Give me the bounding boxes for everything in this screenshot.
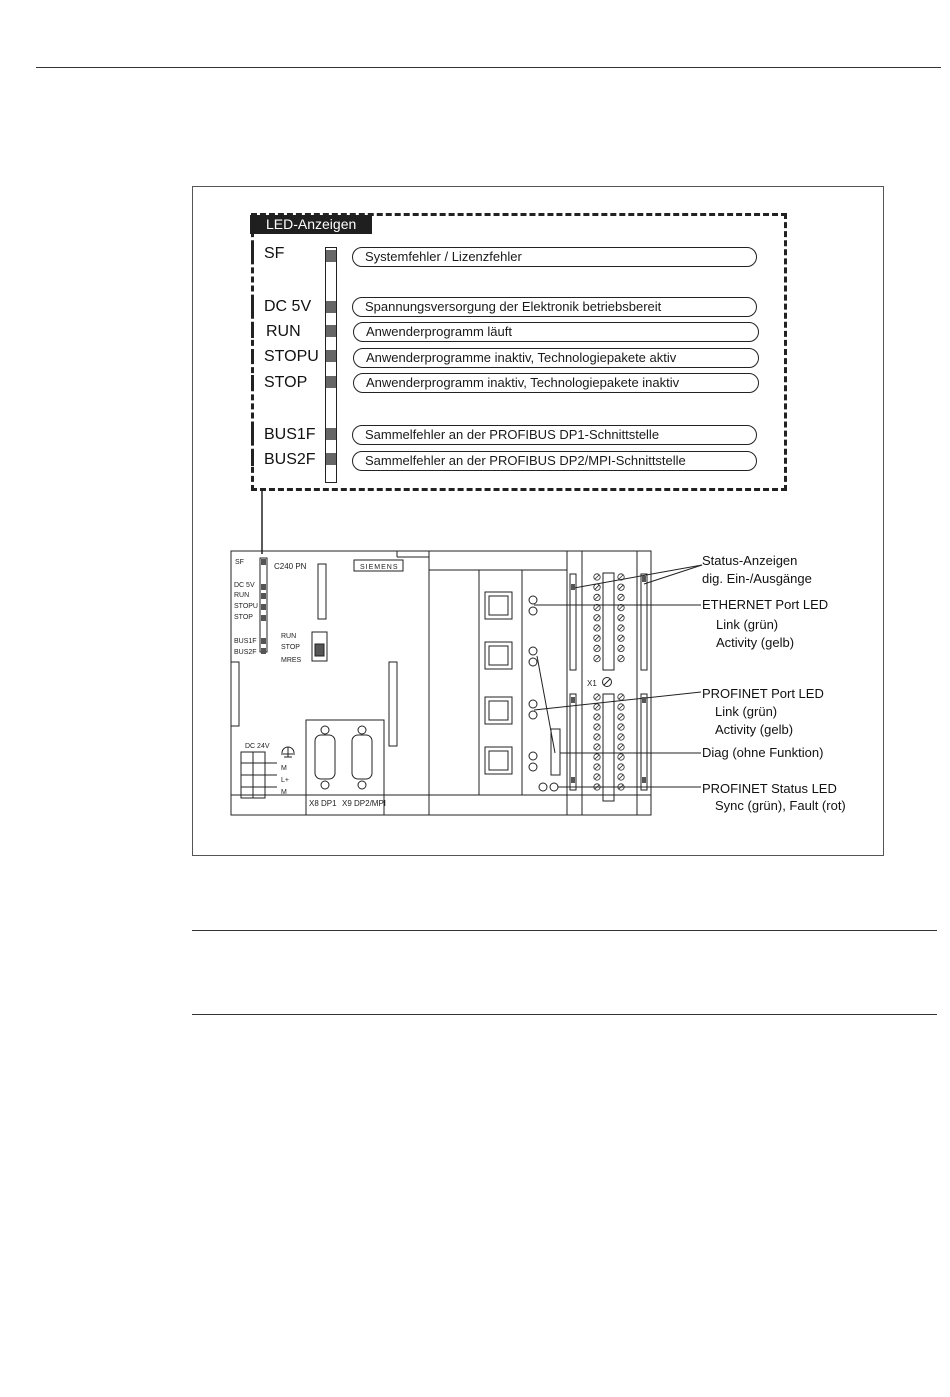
terminal-screw-slot: [619, 765, 623, 769]
terminal-screw-slot: [595, 715, 599, 719]
led-desc-stop: Anwenderprogramm inaktiv, Technologiepakete inaktiv: [353, 373, 759, 393]
terminal-screw-slot: [619, 636, 623, 640]
device-terminal-m1: M: [281, 765, 287, 772]
led-desc-bus2f: Sammelfehler an der PROFIBUS DP2/MPI-Schnittstelle: [352, 451, 757, 471]
terminal-screw-slot: [595, 575, 599, 579]
terminal-screw-slot: [595, 735, 599, 739]
note-rule-bottom: [192, 1014, 937, 1015]
callout-status-line1: Status-Anzeigen: [702, 553, 798, 568]
terminal-screw-slot: [595, 775, 599, 779]
device-mode-mres: MRES: [281, 657, 302, 664]
terminal-screw-slot: [619, 695, 623, 699]
led-desc-sf: Systemfehler / Lizenzfehler: [352, 247, 757, 267]
figure-frame: [192, 186, 884, 856]
callout-profinet-link: Link (grün): [715, 704, 778, 719]
callout-diag: Diag (ohne Funktion): [702, 745, 824, 760]
terminal-screw-slot: [619, 626, 623, 630]
terminal-screw-slot: [619, 575, 623, 579]
top-rule: [36, 67, 941, 68]
terminal-screw-slot: [595, 606, 599, 610]
led-name-sf: SF: [264, 245, 285, 262]
callout-profinet-title: PROFINET Port LED: [702, 686, 824, 701]
device-x9-label: X9 DP2/MPI: [342, 799, 387, 808]
device-terminal-lplus: L+: [281, 777, 289, 784]
led-name-stopu: STOPU: [264, 348, 319, 365]
terminal-screw-slot: [595, 705, 599, 709]
terminal-screw-slot: [619, 646, 623, 650]
device-led-sf: SF: [235, 559, 244, 566]
device-mode-run: RUN: [281, 633, 297, 640]
device-mode-stop: STOP: [281, 644, 300, 651]
device-led-dc5v: DC 5V: [234, 582, 255, 589]
terminal-screw-slot: [595, 657, 599, 661]
led-name-run: RUN: [266, 323, 301, 340]
terminal-screw-slot: [619, 616, 623, 620]
terminal-screw-slot: [595, 585, 599, 589]
device-led-bus1f: BUS1F: [234, 638, 257, 645]
terminal-screw-slot: [619, 745, 623, 749]
terminal-screw-slot: [595, 725, 599, 729]
led-panel-title: LED-Anzeigen: [250, 215, 372, 234]
callout-ethernet-title: ETHERNET Port LED: [702, 597, 829, 612]
terminal-screw-slot: [619, 755, 623, 759]
led-desc-bus1f: Sammelfehler an der PROFIBUS DP1-Schnittstelle: [352, 425, 757, 445]
terminal-screw-slot: [619, 595, 623, 599]
terminal-screw-slot: [619, 735, 623, 739]
device-power-label: DC 24V: [245, 743, 270, 750]
note-rule-top: [192, 930, 937, 931]
terminal-screw-slot: [619, 725, 623, 729]
led-name-dc5v: DC 5V: [264, 298, 312, 315]
device-led-bus2f: BUS2F: [234, 649, 257, 656]
device-brand: SIEMENS: [360, 564, 399, 571]
device-terminal-m2: M: [281, 789, 287, 796]
callout-ethernet-activity: Activity (gelb): [716, 635, 795, 650]
device-x1-label: X1: [587, 679, 597, 688]
terminal-screw-slot: [595, 626, 599, 630]
terminal-screw-slot: [595, 695, 599, 699]
terminal-screw-slot: [619, 705, 623, 709]
terminal-screw-slot: [595, 755, 599, 759]
led-desc-run: Anwenderprogramm läuft: [353, 322, 759, 342]
terminal-screw-slot: [619, 715, 623, 719]
led-name-bus2f: BUS2F: [264, 451, 316, 468]
device-led-stopu: STOPU: [234, 603, 258, 610]
led-desc-dc5v: Spannungsversorgung der Elektronik betriebsbereit: [352, 297, 757, 317]
device-led-run: RUN: [234, 592, 250, 599]
led-name-stop: STOP: [264, 374, 308, 391]
terminal-screw-slot: [595, 636, 599, 640]
callout-pn-status-title: PROFINET Status LED: [702, 781, 837, 796]
device-x8-label: X8 DP1: [309, 799, 337, 808]
terminal-screw-slot: [595, 595, 599, 599]
device-led-stop: STOP: [234, 614, 253, 621]
device-model: C240 PN: [274, 562, 307, 571]
callout-status-line2: dig. Ein-/Ausgänge: [702, 571, 812, 586]
terminal-screw-slot: [595, 745, 599, 749]
terminal-screw-slot: [595, 616, 599, 620]
terminal-screw-slot: [619, 585, 623, 589]
callout-profinet-activity: Activity (gelb): [715, 722, 794, 737]
terminal-screw-slot: [595, 646, 599, 650]
terminal-screw-slot: [619, 657, 623, 661]
terminal-screw-slot: [619, 775, 623, 779]
callout-ethernet-link: Link (grün): [716, 617, 779, 632]
led-name-bus1f: BUS1F: [264, 426, 316, 443]
callout-pn-status-desc: Sync (grün), Fault (rot): [715, 798, 846, 813]
terminal-screw-slot: [619, 606, 623, 610]
led-desc-stopu: Anwenderprogramme inaktiv, Technologiepakete aktiv: [353, 348, 759, 368]
terminal-screw-slot: [595, 765, 599, 769]
